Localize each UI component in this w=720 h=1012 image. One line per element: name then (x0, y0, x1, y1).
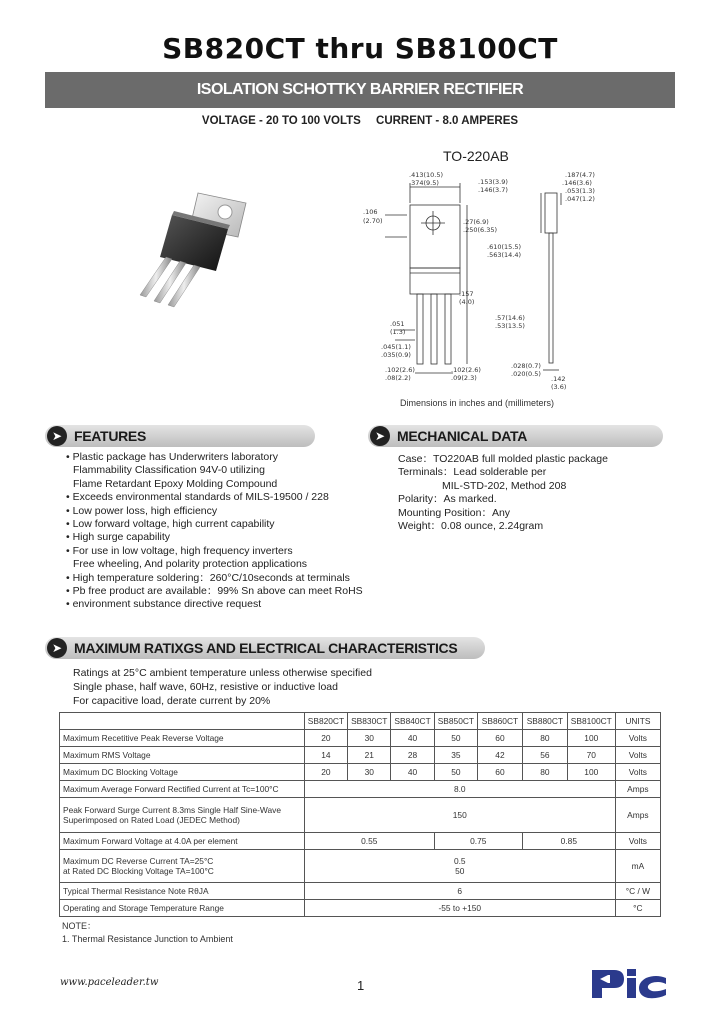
dim-text: .153(3.9) (478, 178, 508, 186)
note-heading: NOTE： (62, 921, 97, 931)
param-label (60, 850, 305, 883)
rating-condition: Single phase, half wave, 60Hz, resistive or inductive load (73, 680, 338, 693)
unit-cell: Volts (615, 764, 660, 781)
mechanical-data-list (398, 453, 678, 533)
unit-cell: °C / W (615, 883, 660, 900)
table-cell: 0.75 (434, 833, 522, 850)
feature-item: • High surge capability (66, 531, 171, 544)
electrical-characteristics-table (59, 712, 661, 917)
table-cell: 28 (391, 747, 434, 764)
unit-cell: mA (615, 850, 660, 883)
dim-text: .413(10.5) (409, 171, 444, 179)
table-cell: 150 (304, 798, 615, 833)
rating-condition: Ratings at 25°C ambient temperature unless otherwise specified (73, 667, 372, 679)
dim-text: .146(3.6) (562, 179, 592, 187)
table-header-cell: UNITS (615, 713, 660, 730)
table-header-cell: SB830CT (348, 713, 391, 730)
dim-text: .610(15.5) (487, 243, 522, 251)
arrow-circle-icon: ➤ (47, 426, 67, 446)
param-label-line: Superimposed on Rated Load (JEDEC Method) (63, 815, 240, 825)
mechanical-item: Weight：0.08 ounce, 2.24gram (398, 520, 544, 533)
footer-url[interactable]: www.paceleader.tw (60, 977, 159, 988)
param-label: Maximum RMS Voltage (60, 747, 305, 764)
table-cell: 80 (522, 730, 567, 747)
dim-text: .045(1.1) (381, 343, 411, 351)
mechanical-item: MIL-STD-202, Method 208 (442, 479, 567, 492)
table-cell: 0.85 (522, 833, 615, 850)
table-row (60, 764, 661, 781)
voltage-current-line (0, 115, 720, 127)
table-cell: 80 (522, 764, 567, 781)
table-row (60, 883, 661, 900)
dim-text: (3.6) (551, 383, 567, 391)
feature-item: Flame Retardant Epoxy Molding Compound (73, 477, 278, 490)
dim-text: .27(6.9) (463, 218, 489, 226)
param-label: Maximum Forward Voltage at 4.0A per element (60, 833, 305, 850)
table-cell: 21 (348, 747, 391, 764)
table-cell-line: 50 (455, 866, 465, 876)
package-name: TO-220AB (443, 148, 509, 164)
param-label: Operating and Storage Temperature Range (60, 900, 305, 917)
mechanical-item: Case：TO220AB full molded plastic package (398, 453, 608, 465)
dim-text: .53(13.5) (495, 322, 525, 330)
dim-text: .146(3.7) (478, 186, 508, 194)
param-label-line: at Rated DC Blocking Voltage TA=100°C (63, 866, 214, 876)
table-row (60, 781, 661, 798)
table-cell: 8.0 (304, 781, 615, 798)
feature-item: • High temperature soldering：260°C/10seconds at terminals (66, 571, 350, 584)
mechanical-item: Polarity：As marked. (398, 493, 497, 506)
dim-text: .020(0.5) (511, 370, 541, 378)
unit-cell: Volts (615, 730, 660, 747)
feature-item: • Plastic package has Underwriters laboratory (66, 451, 279, 463)
features-heading-label: FEATURES (74, 428, 147, 444)
table-cell: 100 (567, 730, 615, 747)
mechanical-item: Mounting Position：Any (398, 506, 511, 519)
dim-text: .250(6.35) (463, 226, 498, 234)
features-heading (45, 425, 315, 447)
table-row (60, 833, 661, 850)
dim-text: .187(4.7) (565, 171, 595, 179)
dim-text: (2.70) (363, 217, 383, 225)
param-label: Maximum Recetitive Peak Reverse Voltage (60, 730, 305, 747)
table-cell: 20 (304, 730, 347, 747)
table-header-row (60, 713, 661, 730)
feature-item: Flammability Classification 94V-0 utilizing (73, 464, 265, 477)
table-header-cell: SB8100CT (567, 713, 615, 730)
package-dimension-drawing (355, 165, 595, 395)
dimensions-caption: Dimensions in inches and (millimeters) (400, 398, 555, 408)
feature-item: • Pb free product are available：99% Sn above can meet RoHS (66, 585, 363, 598)
ratings-conditions (73, 667, 372, 708)
param-label (60, 798, 305, 833)
table-cell: 100 (567, 764, 615, 781)
feature-item: • For use in low voltage, high frequency inverters (66, 544, 293, 557)
dim-text: .053(1.3) (565, 187, 595, 195)
unit-cell: Volts (615, 747, 660, 764)
table-row (60, 747, 661, 764)
dim-text: .142 (551, 375, 566, 383)
param-label-line: Maximum DC Reverse Current TA=25°C (63, 856, 214, 866)
param-label-line: Peak Forward Surge Current 8.3ms Single Half Sine-Wave (63, 805, 281, 815)
arrow-circle-icon: ➤ (47, 638, 67, 658)
arrow-circle-icon: ➤ (370, 426, 390, 446)
table-header-cell: SB820CT (304, 713, 347, 730)
mechanical-heading-label: MECHANICAL DATA (397, 428, 528, 444)
mechanical-item: Terminals：Lead solderable per (398, 466, 547, 479)
table-cell: 56 (522, 747, 567, 764)
page-number: 1 (357, 978, 365, 993)
unit-cell: °C (615, 900, 660, 917)
dim-text: .09(2.3) (451, 374, 477, 382)
table-cell: -55 to +150 (304, 900, 615, 917)
dim-text: .051 (390, 320, 405, 328)
table-cell: 30 (348, 730, 391, 747)
table-row (60, 730, 661, 747)
table-cell: 40 (391, 764, 434, 781)
table-cell-line: 0.5 (453, 856, 466, 866)
dim-text: .028(0.7) (511, 362, 541, 370)
feature-item: • Low forward voltage, high current capability (66, 518, 275, 531)
param-label: Maximum Average Forward Rectified Current at Tc=100°C (60, 781, 305, 798)
table-cell: 30 (348, 764, 391, 781)
table-cell: 50 (434, 764, 477, 781)
product-type-banner: ISOLATION SCHOTTKY BARRIER RECTIFIER (45, 72, 675, 108)
dim-text: .106 (363, 208, 378, 216)
ratings-heading-label: MAXIMUM RATIXGS AND ELECTRICAL CHARACTERISTICS (74, 640, 458, 656)
dim-text: .102(2.6) (385, 366, 415, 374)
table-cell: 50 (434, 730, 477, 747)
voltage-range: VOLTAGE - 20 TO 100 VOLTS (201, 115, 361, 127)
table-row (60, 900, 661, 917)
table-cell: 42 (478, 747, 523, 764)
rating-condition: For capacitive load, derate current by 20% (73, 694, 271, 707)
table-cell: 14 (304, 747, 347, 764)
dim-text: (4.0) (459, 298, 475, 306)
table-cell: 6 (304, 883, 615, 900)
feature-item: Free wheeling, And polarity protection applications (73, 558, 308, 571)
ratings-heading (45, 637, 485, 659)
table-cell: 60 (478, 730, 523, 747)
unit-cell: Volts (615, 833, 660, 850)
table-header-cell: SB880CT (522, 713, 567, 730)
dim-text: .047(1.2) (565, 195, 595, 203)
notes (62, 920, 233, 946)
table-header-cell: SB840CT (391, 713, 434, 730)
table-cell: 20 (304, 764, 347, 781)
dim-text: .035(0.9) (381, 351, 411, 359)
param-label: Typical Thermal Resistance Note RθJA (60, 883, 305, 900)
table-cell: 60 (478, 764, 523, 781)
dim-text: .374(9.5) (409, 179, 439, 187)
dim-text: .08(2.2) (385, 374, 411, 382)
dim-text: .157 (459, 290, 474, 298)
mechanical-heading (368, 425, 663, 447)
features-list (66, 451, 366, 612)
current-rating: CURRENT - 8.0 AMPERES (376, 115, 519, 127)
table-cell: 35 (434, 747, 477, 764)
dim-text: (1.3) (390, 328, 406, 336)
dim-text: .563(14.4) (487, 251, 522, 259)
page-title: SB820CT thru SB8100CT (162, 32, 558, 65)
table-cell: 70 (567, 747, 615, 764)
table-row (60, 850, 661, 883)
table-header-cell: SB850CT (434, 713, 477, 730)
unit-cell: Amps (615, 798, 660, 833)
param-label: Maximum DC Blocking Voltage (60, 764, 305, 781)
table-cell: 40 (391, 730, 434, 747)
table-cell (304, 850, 615, 883)
feature-item: • Low power loss, high efficiency (66, 504, 218, 517)
table-row (60, 798, 661, 833)
feature-item: • environment substance directive request (66, 598, 262, 611)
note-item: 1. Thermal Resistance Junction to Ambient (62, 934, 233, 944)
dim-text: .102(2.6) (451, 366, 481, 374)
unit-cell: Amps (615, 781, 660, 798)
pic-logo (590, 966, 670, 1000)
table-cell: 0.55 (304, 833, 434, 850)
table-header-empty (60, 713, 305, 730)
dim-text: .57(14.6) (495, 314, 525, 322)
feature-item: • Exceeds environmental standards of MILS-19500 / 228 (66, 491, 329, 504)
table-header-cell: SB860CT (478, 713, 523, 730)
component-photo (128, 185, 258, 310)
